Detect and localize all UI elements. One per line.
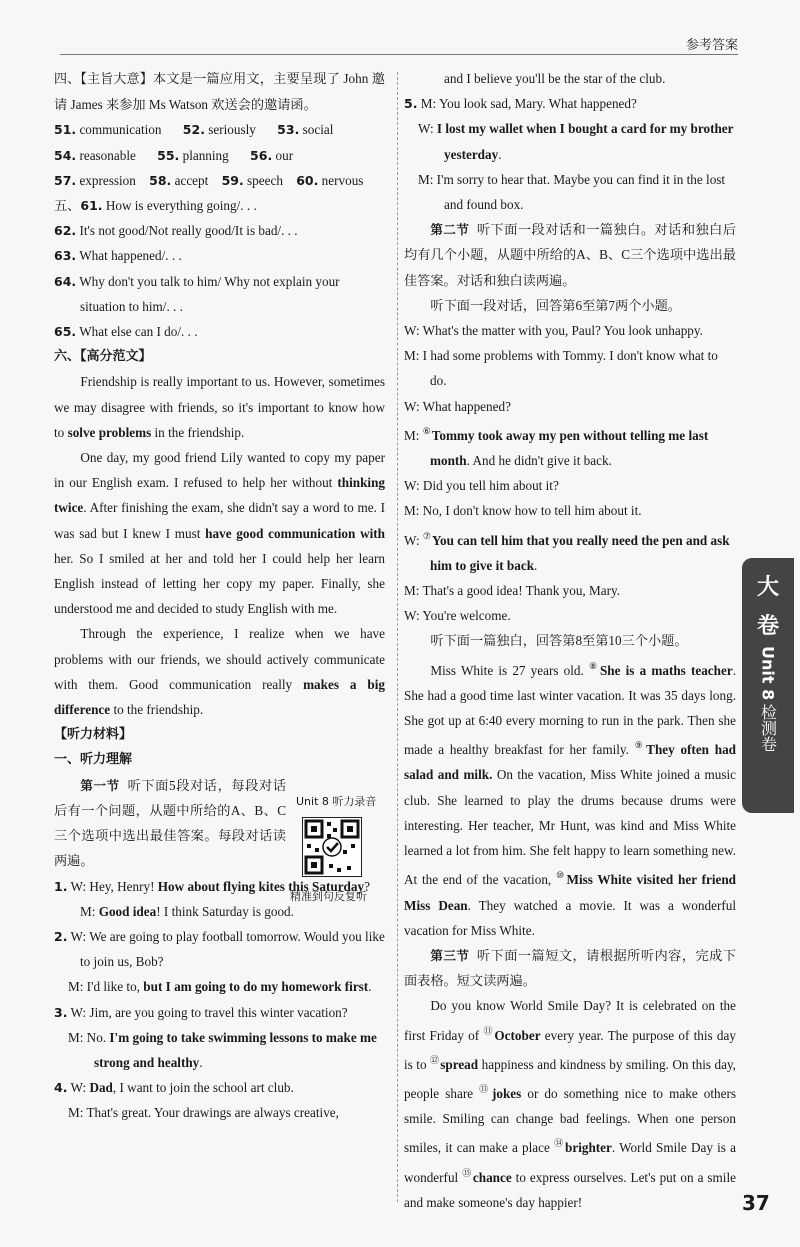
- listening-part: 一、听力理解: [54, 752, 133, 768]
- monologue-intro: 听下面一篇独白，回答第8至第10三个小题。: [430, 633, 688, 649]
- qr-code-icon[interactable]: [302, 817, 362, 877]
- qr-caption-top: Unit 8 听力录音: [296, 795, 377, 808]
- page-number: 37: [742, 1191, 770, 1215]
- column-divider: [397, 72, 398, 1202]
- dialog-intro: 听下面一段对话，回答第6至第7两个小题。: [430, 297, 681, 313]
- conversation-line: W: Did you tell him about it?: [404, 478, 559, 494]
- side-tab-test: 检测卷: [758, 704, 778, 753]
- header-rule: [60, 54, 738, 55]
- left-column: [54, 66, 385, 1126]
- right-column: [404, 66, 736, 1215]
- conversation-line: W: What's the matter with you, Paul? You look unhappy.: [404, 323, 703, 339]
- essay-paragraph: Through the experience, I realize when we have problems with our friends, we should actively communicate with them. Good communication really makes a big difference to the friendship.: [54, 626, 385, 718]
- conversation-line: M: I had some problems with Tommy. I don't know what to do.: [404, 348, 718, 389]
- dialog-response: M: No. I'm going to take swimming lessons to make me strong and healthy.: [68, 1029, 377, 1070]
- answer-item: 65. What else can I do/. . .: [54, 324, 198, 340]
- main-idea: 四、【主旨大意】本文是一篇应用文，主要呈现了 John 邀请 James 来参加 Ms Watson 欢送会的邀请函。: [54, 71, 385, 113]
- answer-row: 51. communication 52. seriously 53. social: [54, 122, 334, 138]
- dialog-response: M: I'd like to, but I am going to do my homework first.: [68, 979, 372, 995]
- answer-item: 62. It's not good/Not really good/It is bad/. . .: [54, 223, 298, 239]
- conversation-line: M: That's a good idea! Thank you, Mary.: [404, 583, 621, 599]
- conversation-line: W: You're welcome.: [404, 608, 511, 624]
- conversation-line: M: No, I don't know how to tell him about it.: [404, 503, 642, 519]
- essay-paragraph: Friendship is really important to us. However, sometimes we may disagree with friends, so it's important to know how to solve problems in the friendship.: [54, 374, 385, 440]
- dialog-response: W: I lost my wallet when I bought a card for my brother yesterday.: [418, 121, 734, 162]
- side-tab-char: 卷: [756, 614, 779, 639]
- section-instructions: 第一节 听下面5段对话，每段对话后有一个问题，从题中所给的A、B、C三个选项中选出最佳答案。每段对话读两遍。: [54, 777, 287, 869]
- conversation-line: M: ⑥Tommy took away my pen without telling me last month. And he didn't give it back.: [404, 425, 709, 469]
- essay-paragraph: One day, my good friend Lily wanted to copy my paper in our English exam. I refused to help her without thinking twice. After finishing the exam, she didn't say a word to me. I was sad but I knew I must have good communication with her. So I smiled at her and told her I could help her learn English instead of letting her copy my paper. Finally, she understood me and decided to study English with me.: [54, 450, 385, 617]
- answer-item: 63. What happened/. . .: [54, 248, 182, 264]
- qr-caption-bottom: 精准到句反复听: [290, 890, 367, 903]
- header-tab: 参考答案: [685, 38, 738, 53]
- dialog: 4. W: Dad, I want to join the school art club.: [54, 1080, 294, 1096]
- passage-text: Do you know World Smile Day? It is celebrated on the first Friday of ⑪October every year. The purpose of this day is to ⑫spread happiness and kindness by smiling. On this day, people share ⑬jokes or do something nice to make others smile. Smiling can change bad feelings. When one person smiles, it can make a place ⑭brighter. World Smile Day is a wonderful ⑮chance to express ourselves. Let's put on a smile and make someone's day happier!: [404, 998, 736, 1210]
- conversation-line: W: What happened?: [404, 398, 511, 414]
- section-instructions: 第三节 听下面一篇短文，请根据所听内容，完成下面表格。短文读两遍。: [404, 947, 736, 989]
- monologue-text: Miss White is 27 years old. ⑧She is a maths teacher. She had a good time last winter vacation. It was 35 days long. She got up at 6:40 every morning to run in the park. Then she made a healthy breakfast for her family. ⑨They often had salad and milk. On the vacation, Miss White joined a music club. She learned to play the drums because drums were interesting. Her teacher, Mr Hunt, was kind and Miss White learned a lot from him. She felt happy to learn something new. At the end of the vacation, ⑩Miss White visited her friend Miss Dean. They watched a movie. It was a wonderful vacation for Miss White.: [404, 660, 737, 938]
- side-tab: [742, 558, 794, 813]
- dialog: 5. M: You look sad, Mary. What happened?: [404, 96, 637, 112]
- listening-heading: 【听力材料】: [54, 727, 133, 743]
- dialog: 3. W: Jim, are you going to travel this winter vacation?: [54, 1004, 348, 1020]
- page-header: [0, 0, 800, 62]
- answer-item: 64. Why don't you talk to him/ Why not explain your situation to him/. . .: [54, 273, 340, 314]
- dialog-response: M: Good idea! I think Saturday is good.: [80, 903, 294, 919]
- dialog-continuation: and I believe you'll be the star of the club.: [444, 71, 666, 86]
- answer-row: 57. expression 58. accept 59. speech 60. nervous: [54, 172, 364, 188]
- side-tab-char: 大: [756, 575, 779, 600]
- answer-row: 54. reasonable 55. planning 56. our: [54, 147, 294, 163]
- answer-item: 五、61. How is everything going/. . .: [54, 198, 257, 214]
- section-instructions: 第二节 听下面一段对话和一篇独白。对话和独白后均有几个小题，从题中所给的A、B、C三个选项中选出最佳答案。对话和独白读两遍。: [404, 222, 736, 288]
- dialog: 2. W: We are going to play football tomorrow. Would you like to join us, Bob?: [54, 928, 385, 970]
- side-tab-unit: Unit 8: [758, 646, 778, 701]
- dialog-response: M: I'm sorry to hear that. Maybe you can find it in the lost and found box.: [418, 171, 726, 213]
- conversation-line: W: ⑦You can tell him that you really need the pen and ask him to give it back.: [404, 530, 730, 573]
- section-heading: 六、【高分范文】: [54, 349, 152, 365]
- dialog: 1. W: Hey, Henry! How about flying kites this Saturday?: [54, 878, 370, 894]
- dialog-response: M: That's great. Your drawings are always creative,: [68, 1105, 339, 1121]
